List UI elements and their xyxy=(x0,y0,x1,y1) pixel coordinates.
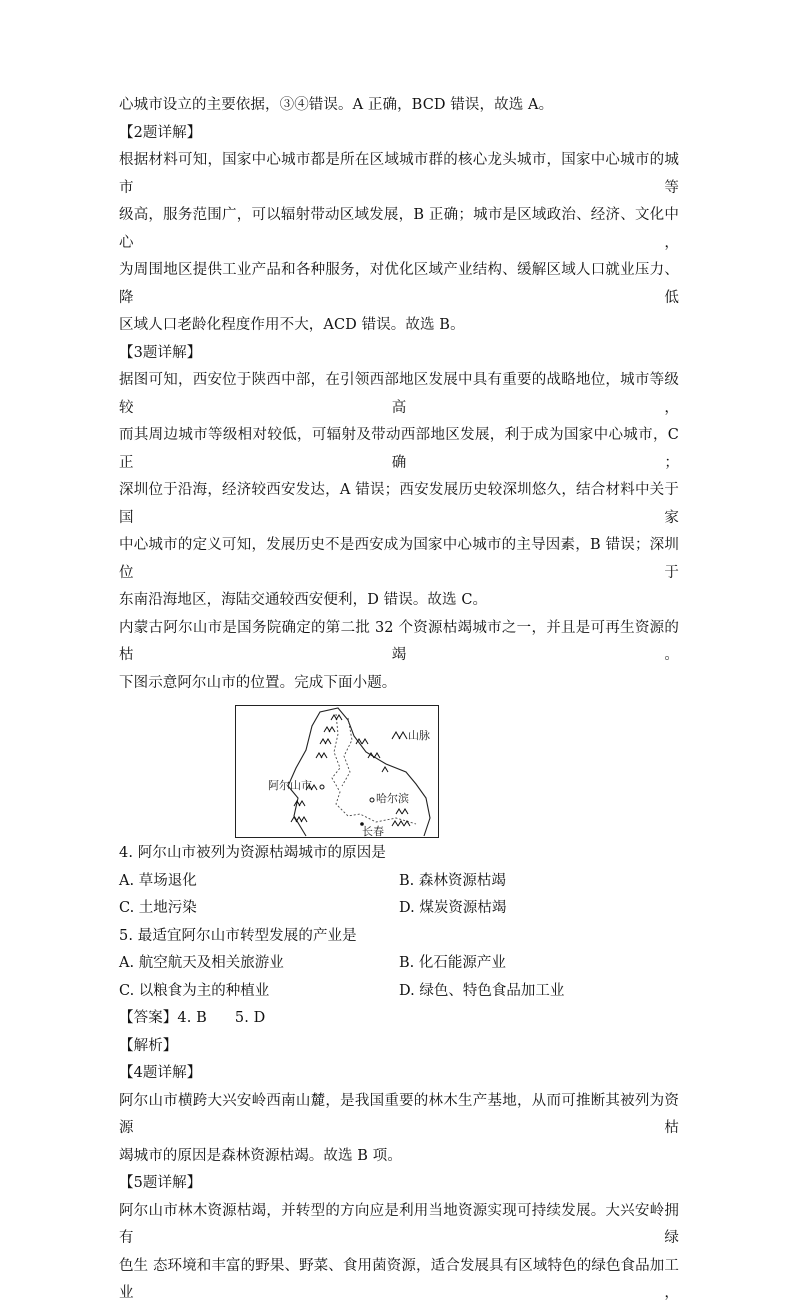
paragraph-line: 区域人口老龄化程度作用不大，ACD 错误。故选 B。 xyxy=(119,317,465,333)
legend-mountain-icon xyxy=(392,732,407,739)
question-5: 5. 最适宜阿尔山市转型发展的产业是 xyxy=(119,927,357,944)
intro-line: 内蒙古阿尔山市是国务院确定的第二批 32 个资源枯竭城市之一，并且是可再生资源的枯竭。 xyxy=(119,619,679,663)
question-5-options xyxy=(119,978,679,1006)
answer-label: 【答案】 xyxy=(119,1010,178,1026)
option-c: C. 土地污染 xyxy=(119,900,197,916)
paragraph-line: 根据材料可知，国家中心城市都是所在区域城市群的核心龙头城市，国家中心城市的城市等 xyxy=(119,152,679,196)
analysis-heading: 【解析】 xyxy=(119,1037,178,1054)
paragraph-line: 心城市设立的主要依据，③④错误。A 正确，BCD 错误，故选 A。 xyxy=(119,97,554,113)
paragraph-line: 阿尔山市林木资源枯竭，并转型的方向应是利用当地资源实现可持续发展。大兴安岭拥有绿 xyxy=(119,1202,679,1246)
option-b: B. 化石能源产业 xyxy=(399,955,506,971)
question-4: 4. 阿尔山市被列为资源枯竭城市的原因是 xyxy=(119,845,386,861)
paragraph-line: 竭城市的原因是森林资源枯竭。故选 B 项。 xyxy=(119,1147,402,1164)
answer-5: 5. D xyxy=(234,1010,266,1026)
section-heading-q5: 【5题详解】 xyxy=(119,1175,202,1191)
map-figure xyxy=(177,705,497,838)
intro-line: 下图示意阿尔山市的位置。完成下面小题。 xyxy=(119,674,397,691)
border-outline xyxy=(288,708,430,836)
option-a: A. 草场退化 xyxy=(119,872,197,889)
option-a: A. 航空航天及相关旅游业 xyxy=(119,955,284,971)
paragraph-line: 深圳位于沿海，经济较西安发达，A 错误；西安发展历史较深圳悠久，结合材料中关于国家 xyxy=(119,482,679,526)
section-heading-q2: 【2题详解】 xyxy=(119,124,202,141)
paragraph-line: 色生 态环境和丰富的野果、野菜、食用菌资源，适合发展具有区域特色的绿色食品加工业， xyxy=(119,1257,679,1301)
paragraph-line: 为周围地区提供工业产品和各种服务，对优化区域产业结构、缓解区域人口就业压力、降低 xyxy=(119,262,679,306)
paragraph-line: 阿尔山市横跨大兴安岭西南山麓，是我国重要的林木生产基地，从而可推断其被列为资源枯 xyxy=(119,1092,679,1136)
legend-mountain-label: 山脉 xyxy=(408,729,430,742)
option-d: D. 绿色、特色食品加工业 xyxy=(399,982,565,999)
option-d: D. 煤炭资源枯竭 xyxy=(399,900,507,916)
city-label-changchun: 长春 xyxy=(362,825,384,837)
option-c: C. 以粮食为主的种植业 xyxy=(119,982,270,999)
paragraph-line: 东南沿海地区，海陆交通较西安便利，D 错误。故选 C。 xyxy=(119,592,488,608)
province-boundary xyxy=(332,714,416,824)
section-heading-q3: 【3题详解】 xyxy=(119,344,202,361)
paragraph-line: 级高，服务范围广，可以辐射带动区域发展，B 正确；城市是区域政治、经济、文化中心， xyxy=(119,207,679,251)
paragraph-line: 据图可知，西安位于陕西中部，在引领西部地区发展中具有重要的战略地位，城市等级较高， xyxy=(119,372,679,416)
question-4-options xyxy=(119,868,679,896)
paragraph-line: 中心城市的定义可知，发展历史不是西安成为国家中心城市的主导因素，B 错误；深圳位于 xyxy=(119,537,679,581)
map-drawing xyxy=(236,706,438,837)
city-label-harbin: 哈尔滨 xyxy=(376,792,409,805)
city-dot-harbin xyxy=(370,798,374,802)
city-dot-aershan xyxy=(320,785,324,789)
answer-line xyxy=(119,1005,679,1033)
city-label-aershan: 阿尔山市 xyxy=(268,779,312,792)
question-4-options xyxy=(119,895,679,923)
section-heading-q4: 【4题详解】 xyxy=(119,1065,202,1081)
paragraph-line: 而其周边城市等级相对较低，可辐射及带动西部地区发展，利于成为国家中心城市，C 正确； xyxy=(119,427,679,471)
location-map xyxy=(235,705,439,838)
question-5-options xyxy=(119,950,679,978)
option-b: B. 森林资源枯竭 xyxy=(399,872,506,889)
answer-4: 4. B xyxy=(177,1010,207,1026)
document-page xyxy=(119,92,679,1308)
